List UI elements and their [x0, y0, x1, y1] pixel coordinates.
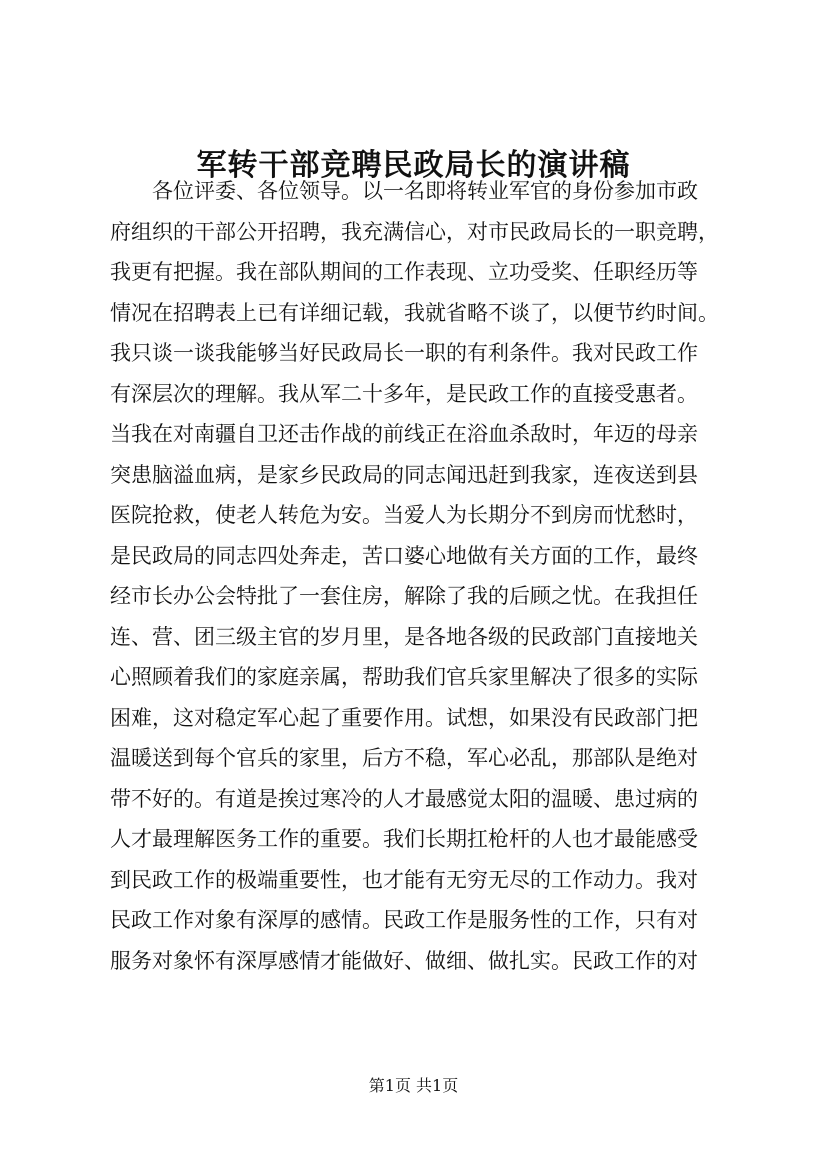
body-line: 我只谈一谈我能够当好民政局长一职的有利条件。我对民政工作 — [110, 341, 698, 365]
body-line: 府组织的干部公开招聘，我充满信心，对市民政局长的一职竞聘， — [110, 219, 719, 244]
body-line: 突患脑溢血病，是家乡民政局的同志闻迅赶到我家，连夜送到县 — [110, 462, 698, 487]
body-line: 带不好的。有道是挨过寒冷的人才最感觉太阳的温暖、患过病的 — [110, 786, 698, 811]
body-line: 到民政工作的极端重要性，也才能有无穷无尽的工作动力。我对 — [110, 867, 698, 892]
body-line: 各位评委、各位领导。以一名即将转业军官的身份参加市政 — [152, 179, 698, 203]
body-line: 困难，这对稳定军心起了重要作用。试想，如果没有民政部门把 — [110, 705, 698, 730]
body-line: 是民政局的同志四处奔走，苦口婆心地做有关方面的工作，最终 — [110, 543, 698, 568]
body-line: 连、营、团三级主官的岁月里，是各地各级的民政部门直接地关 — [110, 624, 698, 649]
body-line: 有深层次的理解。我从军二十多年，是民政工作的直接受惠者。 — [110, 381, 698, 406]
body-line: 人才最理解医务工作的重要。我们长期扛枪杆的人也才最能感受 — [110, 827, 698, 851]
body-line: 服务对象怀有深厚感情才能做好、做细、做扎实。民政工作的对 — [110, 948, 698, 973]
body-line: 情况在招聘表上已有详细记载，我就省略不谈了，以便节约时间。 — [110, 300, 719, 325]
body-line: 心照顾着我们的家庭亲属，帮助我们官兵家里解决了很多的实际 — [110, 665, 698, 689]
body-line: 经市长办公会特批了一套住房，解除了我的后顾之忧。在我担任 — [110, 584, 698, 608]
document-body — [110, 171, 750, 981]
body-line: 医院抢救，使老人转危为安。当爱人为长期分不到房而忧愁时， — [110, 503, 698, 527]
page-footer: 第1页 共1页 — [368, 1076, 459, 1095]
body-line: 民政工作对象有深厚的感情。民政工作是服务性的工作，只有对 — [110, 908, 698, 932]
body-line: 我更有把握。我在部队期间的工作表现、立功受奖、任职经历等 — [110, 260, 698, 284]
body-line: 当我在对南疆自卫还击作战的前线正在浴血杀敌时，年迈的母亲 — [110, 422, 698, 446]
document-title: 军转干部竞聘民政局长的演讲稿 — [196, 148, 631, 183]
body-line: 温暖送到每个官兵的家里，后方不稳，军心必乱，那部队是绝对 — [110, 746, 698, 770]
